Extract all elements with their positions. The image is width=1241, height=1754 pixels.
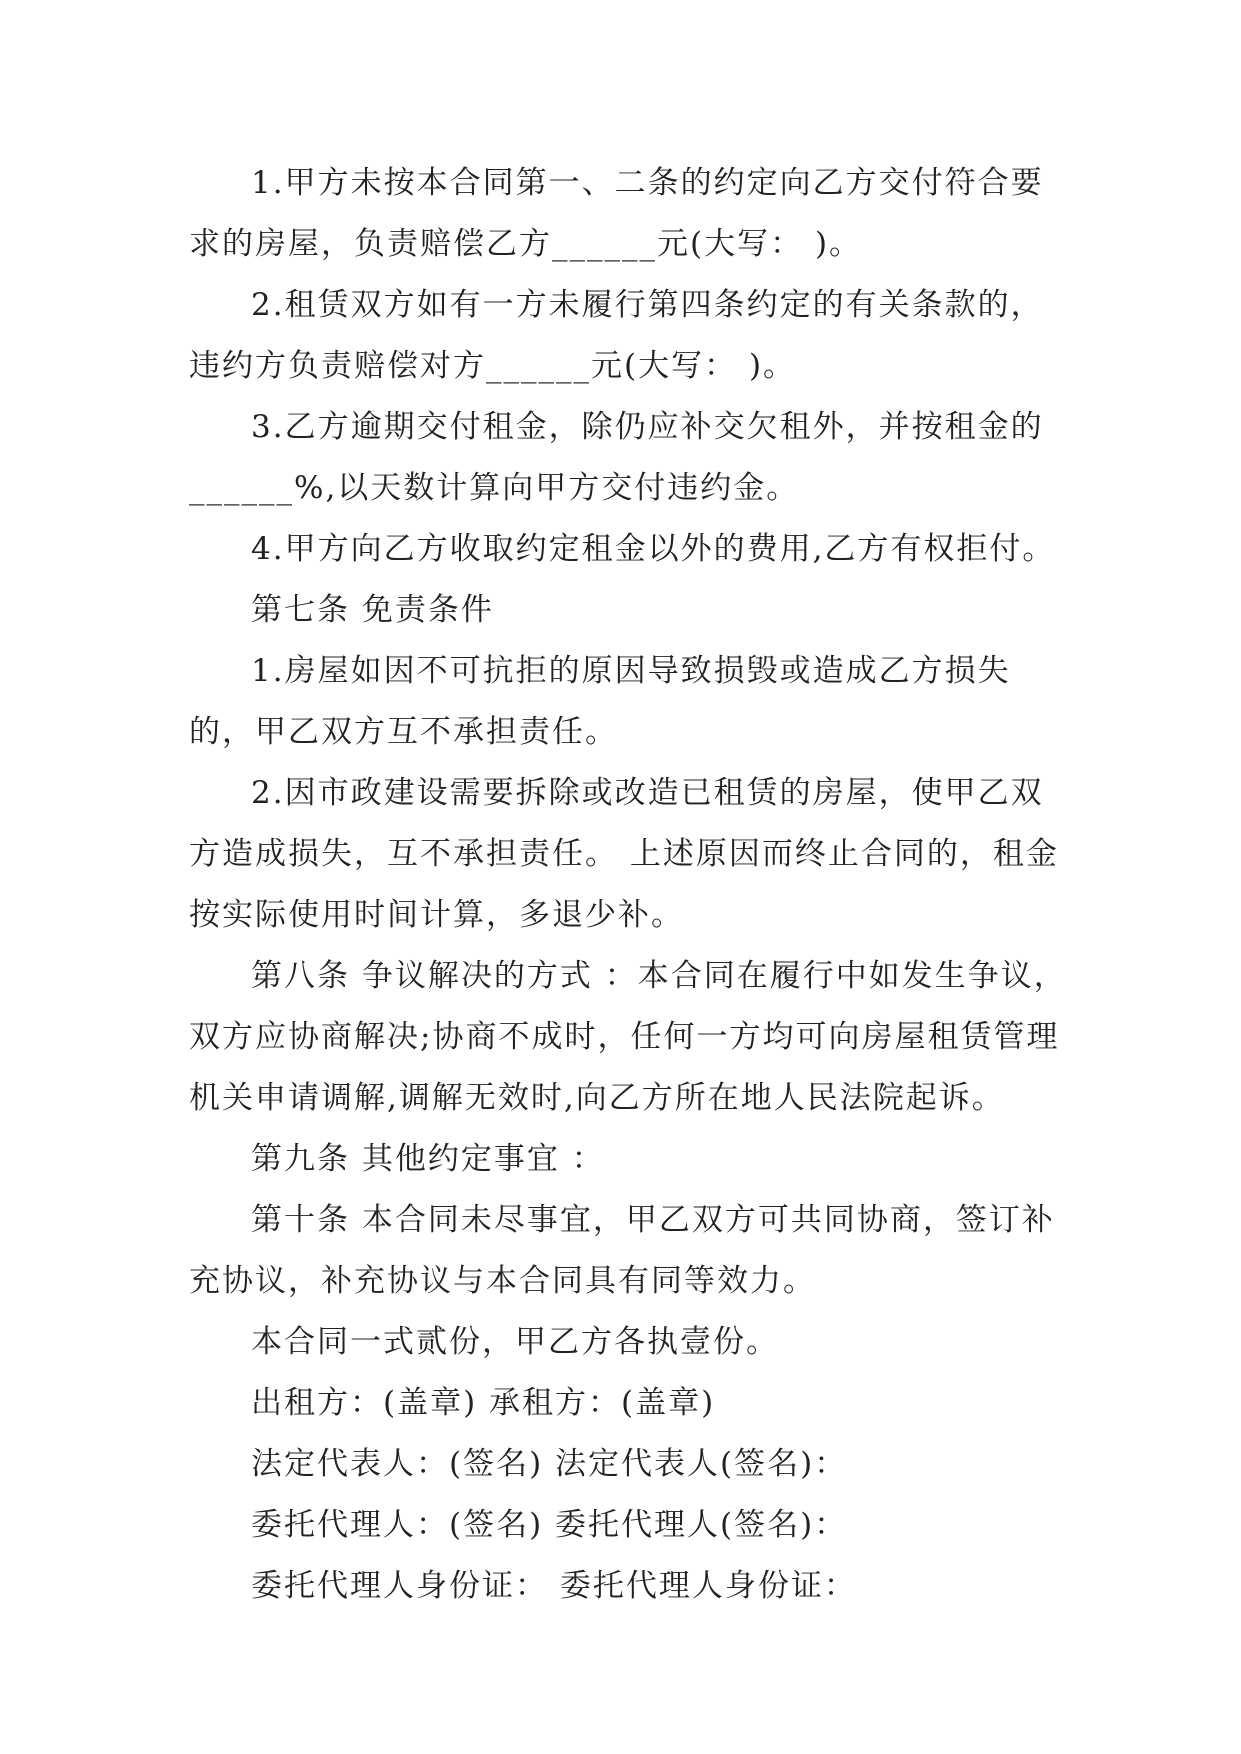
clause-exemption-2: 2.因市政建设需要拆除或改造已租赁的房屋，使甲乙双方造成损失，互不承担责任。 上述原因而终止合同的，租金按实际使用时间计算，多退少补。 [189, 775, 1059, 933]
article-7-heading: 第七条 免责条件 [251, 592, 494, 628]
signature-agent-id: 委托代理人身份证： 委托代理人身份证： [251, 1568, 857, 1604]
document-body [189, 153, 1069, 1617]
clause-breach-1: 1.甲方未按本合同第一、二条的约定向乙方交付符合要求的房屋，负责赔偿乙方______元(大写： )。 [189, 165, 1044, 262]
article-10-supplement: 第十条 本合同未尽事宜，甲乙双方可共同协商，签订补充协议，补充协议与本合同具有同等效力。 [189, 1202, 1055, 1299]
clause-breach-4: 4.甲方向乙方收取约定租金以外的费用,乙方有权拒付。 [251, 531, 1056, 567]
clause-breach-2: 2.租赁双方如有一方未履行第四条约定的有关条款的，违约方负责赔偿对方______元(大写： )。 [189, 287, 1044, 384]
article-8-dispute: 第八条 争议解决的方式 ：本合同在履行中如发生争议，双方应协商解决;协商不成时，任何一方均可向房屋租赁管理机关申请调解,调解无效时,向乙方所在地人民法院起诉。 [189, 958, 1067, 1116]
signature-legal-representative: 法定代表人：(签名) 法定代表人(签名)： [251, 1446, 848, 1482]
copies-statement: 本合同一式贰份，甲乙方各执壹份。 [251, 1324, 779, 1360]
clause-breach-3: 3.乙方逾期交付租金，除仍应补交欠租外，并按租金的______%,以天数计算向甲方交付违约金。 [189, 409, 1044, 506]
signature-agent: 委托代理人：(签名) 委托代理人(签名)： [251, 1507, 848, 1543]
article-9-other: 第九条 其他约定事宜 ： [251, 1141, 605, 1177]
clause-exemption-1: 1.房屋如因不可抗拒的原因导致损毁或造成乙方损失的，甲乙双方互不承担责任。 [189, 653, 1011, 750]
signature-parties: 出租方：(盖章) 承租方：(盖章) [251, 1385, 716, 1421]
